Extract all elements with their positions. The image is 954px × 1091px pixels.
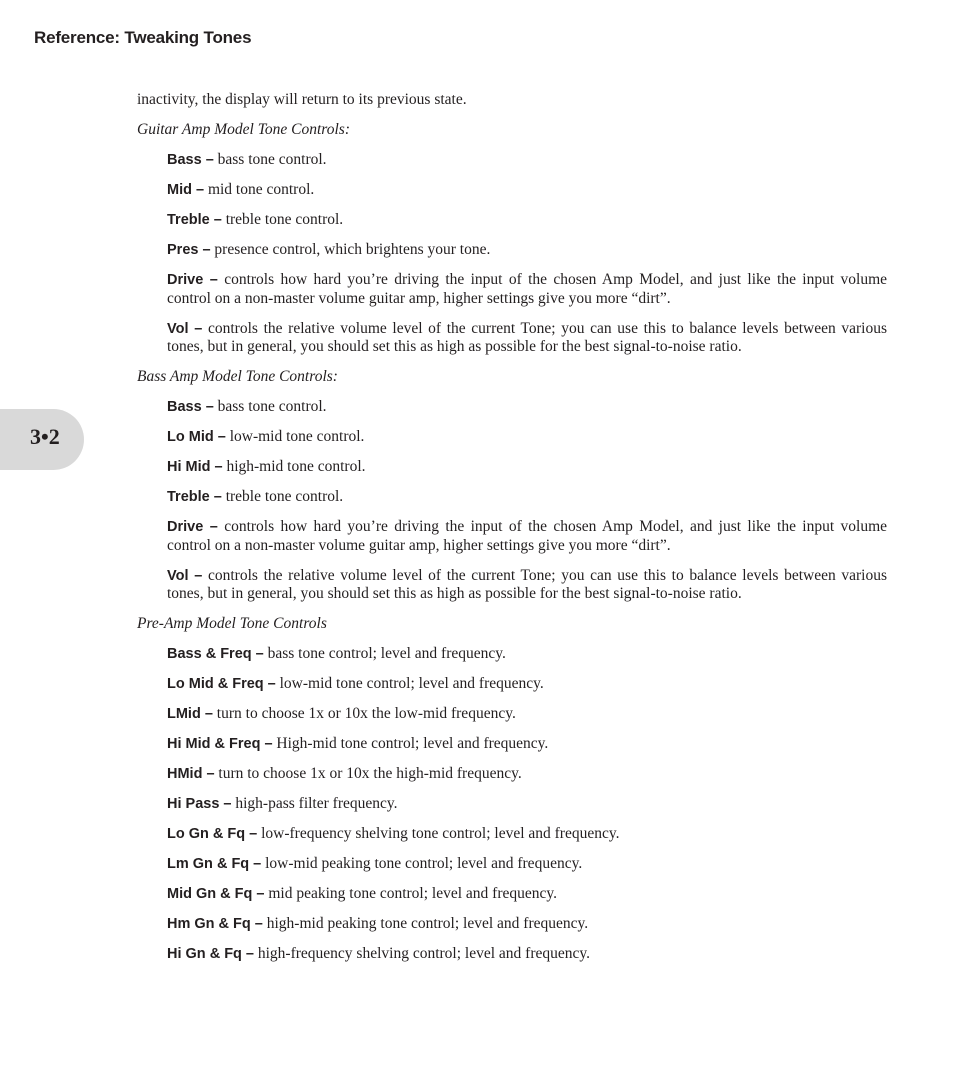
section-title-guitar-amp: Guitar Amp Model Tone Controls: [137, 121, 350, 138]
list-item [167, 675, 887, 694]
item-term: Drive – [167, 272, 218, 288]
item-term: HMid – [167, 766, 215, 782]
item-desc: treble tone control. [225, 211, 344, 228]
page-header: Reference: Tweaking Tones [34, 28, 252, 47]
item-desc: low-frequency shelving tone control; level and frequency. [261, 825, 620, 842]
item-term: Lo Gn & Fq – [167, 826, 258, 842]
list-item [167, 765, 887, 784]
list-item [167, 151, 887, 170]
item-term: Lo Mid – [167, 429, 226, 445]
item-desc: controls how hard you’re driving the input of the chosen Amp Model, and just like the input volume control on a non-master volume guitar amp, higher settings give you more “dirt”. [167, 518, 887, 554]
item-term: Mid – [167, 182, 205, 198]
item-term: Bass – [167, 399, 214, 415]
list-item [167, 181, 887, 200]
item-term: Vol – [167, 320, 203, 337]
item-desc: high-frequency shelving control; level and frequency. [257, 945, 590, 962]
list-item [167, 705, 887, 724]
item-term: Lm Gn & Fq – [167, 856, 262, 872]
item-term: Bass & Freq – [167, 646, 264, 662]
item-term: Mid Gn & Fq – [167, 886, 265, 902]
item-desc: high-pass filter frequency. [235, 795, 398, 812]
item-term: Hm Gn & Fq – [167, 916, 263, 932]
item-desc: turn to choose 1x or 10x the low-mid frequency. [216, 705, 516, 722]
item-term: Hi Mid & Freq – [167, 736, 273, 752]
item-term: Hi Pass – [167, 796, 232, 812]
list-item [167, 945, 887, 964]
item-desc: low-mid tone control; level and frequency. [279, 675, 544, 692]
item-term: Drive – [167, 519, 218, 535]
item-term: Hi Mid – [167, 459, 223, 475]
list-item [167, 241, 887, 260]
list-item [167, 211, 887, 230]
item-term: Lo Mid & Freq – [167, 676, 276, 692]
list-item [167, 458, 887, 477]
item-desc: controls how hard you’re driving the input of the chosen Amp Model, and just like the input volume control on a non-master volume guitar amp, higher settings give you more “dirt”. [167, 271, 887, 307]
list-item [167, 398, 887, 417]
item-desc: bass tone control. [217, 398, 327, 415]
list-item [167, 855, 887, 874]
item-desc: treble tone control. [225, 488, 344, 505]
item-desc: presence control, which brightens your tone. [214, 241, 491, 258]
item-desc: mid peaking tone control; level and frequency. [268, 885, 558, 902]
item-desc: high-mid peaking tone control; level and frequency. [266, 915, 589, 932]
item-term: Bass – [167, 152, 214, 168]
item-desc: turn to choose 1x or 10x the high-mid frequency. [218, 765, 522, 782]
list-item [167, 320, 887, 357]
item-term: LMid – [167, 706, 213, 722]
list-item [167, 518, 887, 555]
list-item [167, 271, 887, 308]
list-item [167, 735, 887, 754]
item-desc: controls the relative volume level of the current Tone; you can use this to balance levels between various tones, but in general, you should set this as high as possible for the best signal-to-noise ratio. [167, 566, 888, 602]
list-item [167, 645, 887, 664]
list-item [167, 885, 887, 904]
item-term: Treble – [167, 212, 222, 228]
list-item [167, 915, 887, 934]
item-term: Vol – [167, 567, 203, 584]
item-desc: bass tone control. [217, 151, 327, 168]
item-term: Pres – [167, 242, 211, 258]
section-title-pre-amp: Pre-Amp Model Tone Controls [137, 615, 327, 632]
intro-paragraph: inactivity, the display will return to its previous state. [137, 91, 467, 108]
list-item [167, 567, 887, 604]
page-number: 3•2 [30, 424, 60, 449]
item-desc: bass tone control; level and frequency. [267, 645, 506, 662]
item-term: Hi Gn & Fq – [167, 946, 254, 962]
list-item [167, 825, 887, 844]
list-item [167, 488, 887, 507]
item-desc: mid tone control. [207, 181, 315, 198]
section-title-bass-amp: Bass Amp Model Tone Controls: [137, 368, 338, 385]
item-term: Treble – [167, 489, 222, 505]
item-desc: high-mid tone control. [226, 458, 366, 475]
list-item [167, 428, 887, 447]
item-desc: low-mid tone control. [229, 428, 365, 445]
document-body [137, 91, 887, 975]
item-desc: low-mid peaking tone control; level and frequency. [265, 855, 583, 872]
item-desc: High-mid tone control; level and frequency. [276, 735, 549, 752]
item-desc: controls the relative volume level of the current Tone; you can use this to balance levels between various tones, but in general, you should set this as high as possible for the best signal-to-noise ratio. [167, 319, 888, 355]
list-item [167, 795, 887, 814]
